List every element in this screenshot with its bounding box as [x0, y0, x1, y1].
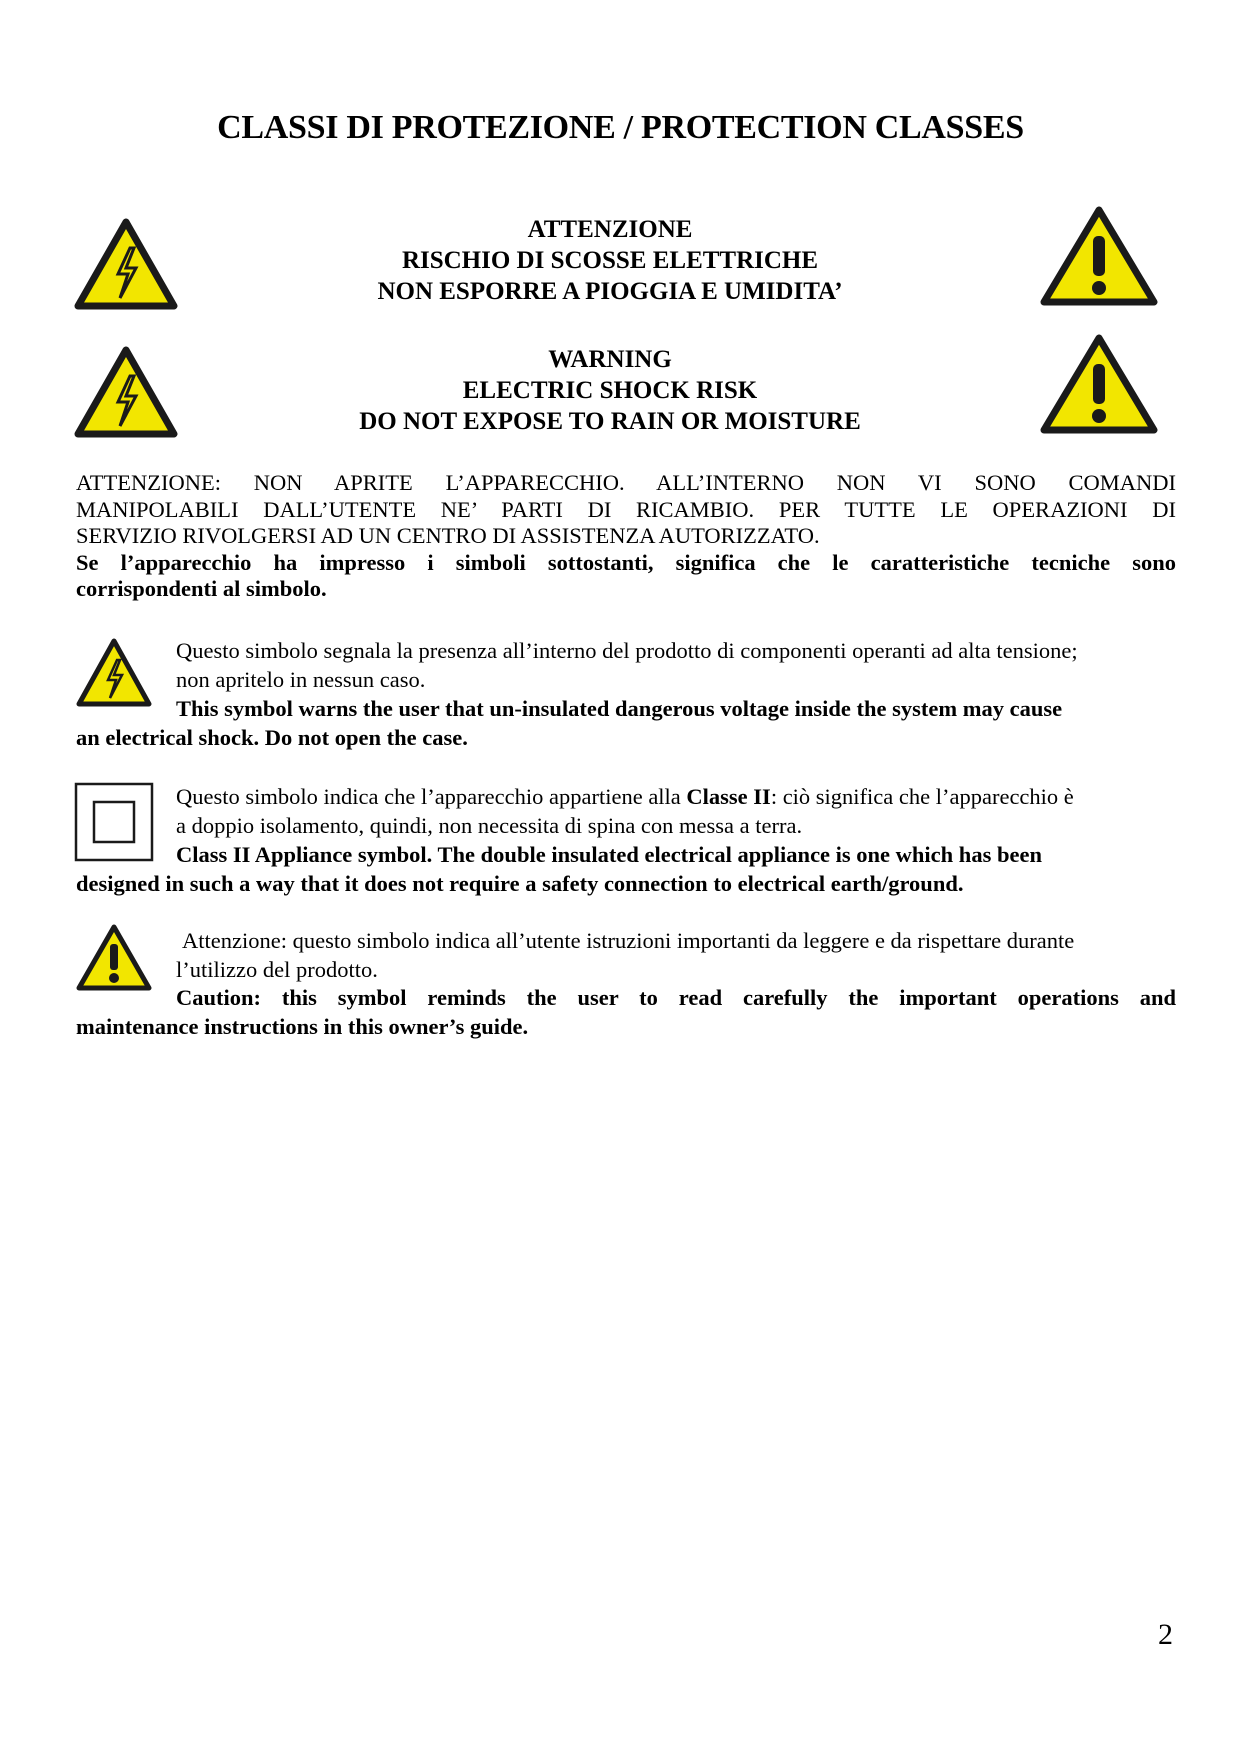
symbol-description-en: [76, 694, 1176, 752]
symbol-en-line: an electrical shock. Do not open the case.: [76, 725, 468, 750]
notice-bold-line: corrispondenti al simbolo.: [76, 576, 327, 601]
symbol-en-line: maintenance instructions in this owner’s guide.: [76, 1014, 529, 1039]
warning-it-line3: NON ESPORRE A PIOGGIA E UMIDITA’: [377, 278, 843, 305]
warning-it-line2: RISCHIO DI SCOSSE ELETTRICHE: [401, 247, 819, 274]
symbol-en-line: Class II Appliance symbol. The double insulated electrical appliance is one which has been: [176, 842, 1042, 867]
high-voltage-icon: [74, 346, 178, 438]
symbol-it-line: a doppio isolamento, quindi, non necessita di spina con messa a terra.: [176, 813, 803, 838]
warning-en-line1: WARNING: [548, 346, 672, 373]
symbol-en-line: Caution: this symbol reminds the user to read carefully the important operations and: [176, 985, 1176, 1010]
warning-italian: [240, 214, 980, 307]
symbol-description-it: [176, 926, 1182, 984]
symbol-en-line: designed in such a way that it does not require a safety connection to electrical earth/ground.: [76, 871, 964, 896]
notice-line: MANIPOLABILI DALL’UTENTE NE’ PARTI DI RICAMBIO. PER TUTTE LE OPERAZIONI DI: [76, 496, 1176, 522]
symbol-it-line: non apritelo in nessun caso.: [176, 667, 426, 692]
warning-english: [240, 344, 980, 437]
notice-bold-line: Se l’apparecchio ha impresso i simboli sottostanti, significa che le caratteristiche tecniche sono: [76, 549, 1176, 575]
caution-exclamation-icon: [1040, 206, 1158, 306]
symbol-en-line: This symbol warns the user that un-insulated dangerous voltage inside the system may cause: [176, 696, 1063, 721]
symbol-it-text: : ciò significa che l’apparecchio è: [770, 784, 1074, 809]
notice-line: SERVIZIO RIVOLGERSI AD UN CENTRO DI ASSISTENZA AUTORIZZATO.: [76, 523, 820, 548]
warning-it-line1: ATTENZIONE: [527, 216, 693, 243]
symbol-it-line: Attenzione: questo simbolo indica all’utente istruzioni importanti da leggere e da rispettare durante: [182, 928, 1075, 953]
symbol-it-line: Questo simbolo segnala la presenza all’interno del prodotto di componenti operanti ad alta tensione;: [176, 638, 1078, 663]
high-voltage-icon: [74, 218, 178, 310]
symbol-it-text: Questo simbolo indica che l’apparecchio appartiene alla: [176, 784, 687, 809]
warning-en-line3: DO NOT EXPOSE TO RAIN OR MOISTURE: [359, 408, 861, 435]
class-ii-label: Classe II: [686, 784, 771, 809]
symbol-description-en: [76, 840, 1176, 898]
page-title: CLASSI DI PROTEZIONE / PROTECTION CLASSES: [217, 109, 1024, 146]
symbol-description-en: [76, 983, 1176, 1041]
symbol-it-line: l’utilizzo del prodotto.: [176, 957, 378, 982]
notice-line: ATTENZIONE: NON APRITE L’APPARECCHIO. ALL’INTERNO NON VI SONO COMANDI: [76, 470, 1176, 495]
notice-paragraph: [76, 470, 1176, 603]
caution-exclamation-icon: [1040, 334, 1158, 434]
warning-en-line2: ELECTRIC SHOCK RISK: [462, 377, 758, 404]
symbol-it-line: [176, 782, 1176, 811]
symbol-description-it: [176, 782, 1176, 840]
page-number: 2: [1158, 1618, 1173, 1651]
caution-exclamation-icon: [76, 924, 152, 992]
symbol-description-it: [176, 636, 1176, 694]
